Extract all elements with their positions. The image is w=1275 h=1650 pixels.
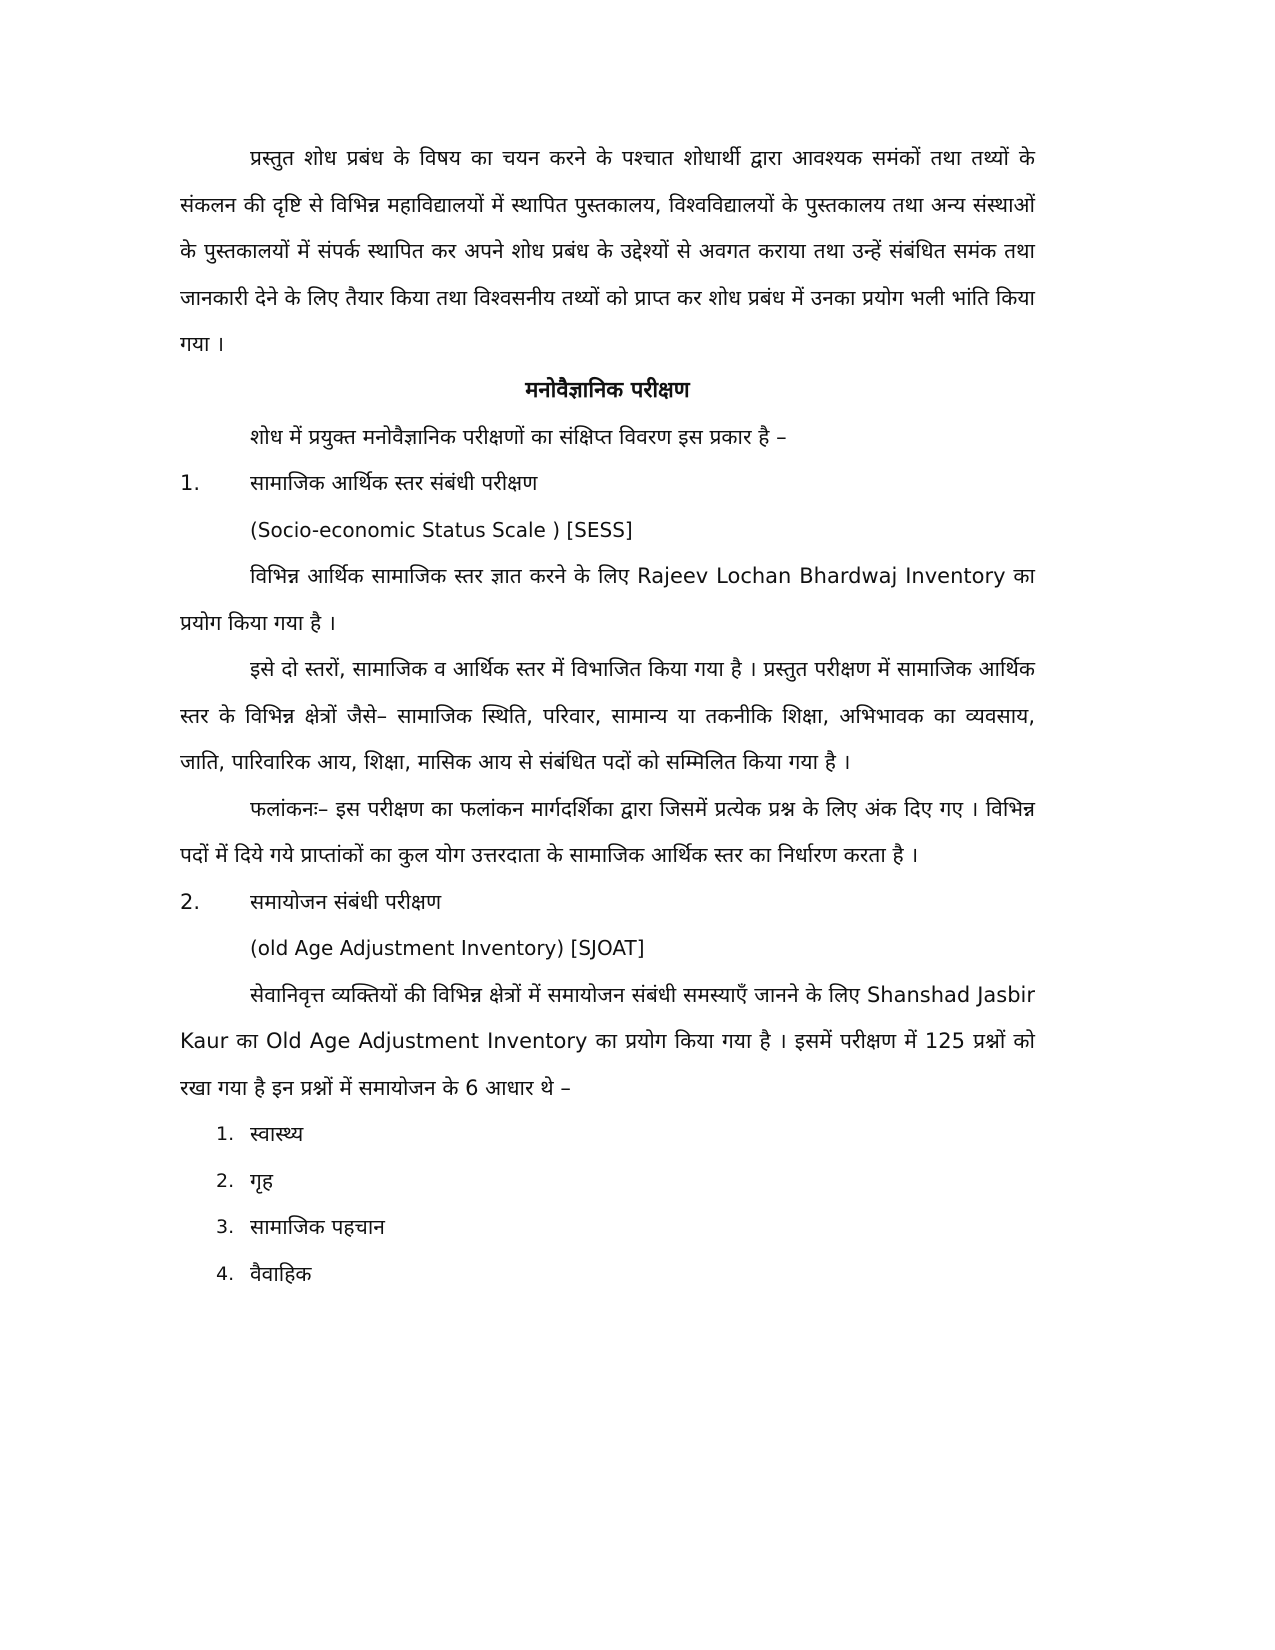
list-item-label: वैवाहिक [250,1261,312,1286]
document-page [180,135,1035,1297]
intro-paragraph: प्रस्तुत शोध प्रबंध के विषय का चयन करने के पश्चात शोधार्थी द्वारा आवश्यक समंकों तथा तथ्यों के संकलन की दृष्टि से विभिन्न महाविद्यालयों में स्थापित पुस्तकालय, विश्वविद्यालयों के पुस्तकालय तथा अन्य संस्थाओं के पुस्तकालयों में संपर्क स्थापित कर अपने शोध प्रबंध के उद्देश्यों से अवगत कराया तथा उन्हें संबंधित समंक तथा जानकारी देने के लिए तैयार किया तथा विश्वसनीय तथ्यों को प्राप्त कर शोध प्रबंध में उनका प्रयोग भली भांति किया गया । [180,146,1035,356]
list-item [180,1204,1035,1251]
adjustment-areas-list [180,1111,1035,1297]
test1-paragraph-3: फलांकनः– इस परीक्षण का फलांकन मार्गदर्शिका द्वारा जिसमें प्रत्येक प्रश्न के लिए अंक दिए गए । विभिन्न पदों में दिये गये प्राप्तांकों का कुल योग उत्तरदाता के सामाजिक आर्थिक स्तर का निर्धारण करता है । [180,796,1035,867]
list-item-number: 3. [216,1216,235,1238]
list-item [180,1251,1035,1298]
list-item [180,1158,1035,1205]
test1-english-name: (Socio-economic Status Scale ) [SESS] [250,517,633,542]
test2-title-text: समायोजन संबंधी परीक्षण [250,889,442,914]
test1-title [180,460,1035,507]
list-item-number: 1. [216,1123,235,1145]
test2-title [180,879,1035,926]
test1-number: 1. [180,471,201,495]
section-heading: मनोवैज्ञानिक परीक्षण [525,377,690,403]
test1-paragraph-2: इसे दो स्तरों, सामाजिक व आर्थिक स्तर में विभाजित किया गया है । प्रस्तुत परीक्षण में सामाजिक आर्थिक स्तर के विभिन्न क्षेत्रों जैसे– सामाजिक स्थिति, परिवार, सामान्य या तकनीकि शिक्षा, अभिभावक का व्यवसाय, जाति, पारिवारिक आय, शिक्षा, मासिक आय से संबंधित पदों को सम्मिलित किया गया है । [180,657,1035,774]
test1-paragraph-1: विभिन्न आर्थिक सामाजिक स्तर ज्ञात करने के लिए Rajeev Lochan Bhardwaj Inventory का प्रयोग किया गया है । [180,564,1035,635]
list-item-number: 4. [216,1262,235,1285]
test2-paragraph-1: सेवानिवृत्त व्यक्तियों की विभिन्न क्षेत्रों में समायोजन संबंधी समस्याएँ जानने के लिए Shanshad Jasbir Kaur का Old Age Adjustment Inventory का प्रयोग किया गया है । इसमें परीक्षण में 125 प्रश्नों को रखा गया है इन प्रश्नों में समायोजन के 6 आधार थे – [180,982,1035,1100]
tests-intro-paragraph: शोध में प्रयुक्त मनोवैज्ञानिक परीक्षणों का संक्षिप्त विवरण इस प्रकार है – [250,424,787,449]
list-item-label: गृह [250,1168,273,1193]
test2-english-name: (old Age Adjustment Inventory) [SJOAT] [250,936,645,960]
list-item-label: सामाजिक पहचान [250,1215,385,1239]
list-item-number: 2. [216,1169,235,1192]
test1-title-text: सामाजिक आर्थिक स्तर संबंधी परीक्षण [250,471,538,495]
list-item-label: स्वास्थ्य [250,1122,304,1146]
test2-number: 2. [180,889,201,914]
list-item [180,1111,1035,1158]
